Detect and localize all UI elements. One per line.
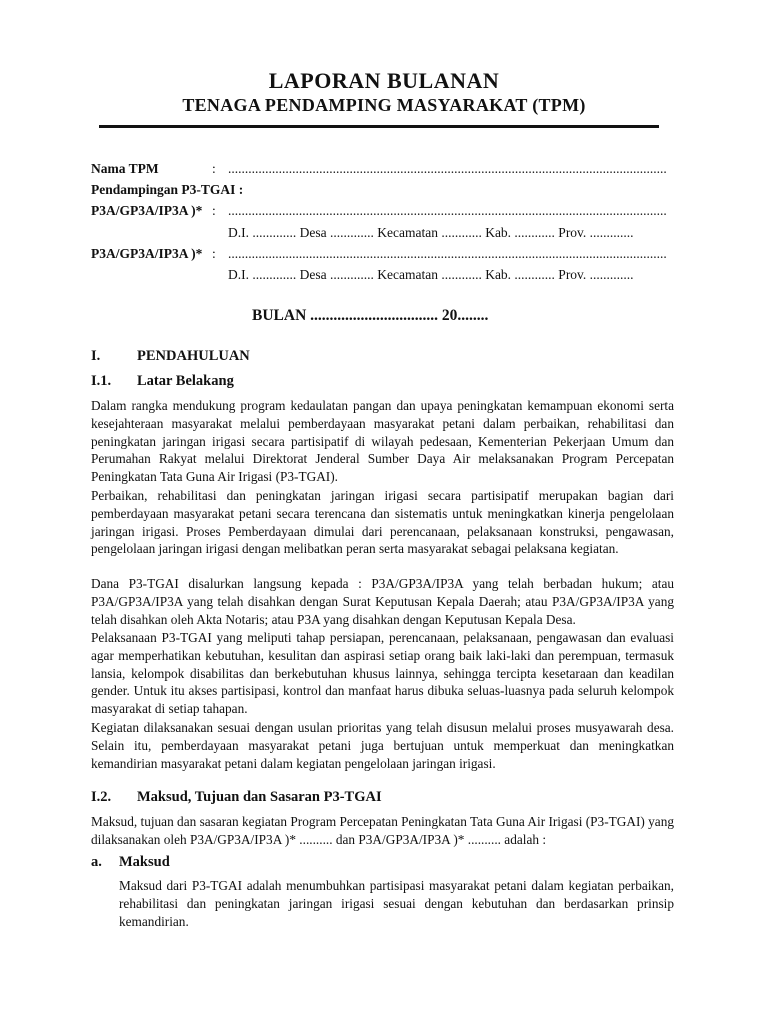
report-subtitle: TENAGA PENDAMPING MASYARAKAT (TPM) [182, 95, 586, 115]
list-item-marker: a. [91, 854, 102, 870]
section-number: I. [91, 348, 101, 364]
paragraph: Dalam rangka mendukung program kedaulatan pangan dan upaya peningkatan kemampuan ekonomi serta kesejahteraan masyarakat melalui pemberdayaan masyarakat petani dalam perbaikan, rehabilitasi dan peningkatan jaringan irigasi secara partisipatif di wilayah pedesaan, Kementerian Pekerjaan Umum dan Perumahan Rakyat melalui Direktorat Jenderal Sumber Daya Air melaksanakan Program Percepatan Peningkatan Tata Guna Air Irigasi (P3-TGAI). [91, 398, 674, 485]
section-title: PENDAHULUAN [137, 348, 250, 364]
p3a-label-1: P3A/GP3A/IP3A )* [91, 203, 203, 218]
subsection-number: I.2. [91, 789, 112, 805]
paragraph: Maksud dari P3-TGAI adalah menumbuhkan partisipasi masyarakat petani dalam kegiatan perbaikan, rehabilitasi dan peningkatan jaringan irigasi sesuai dengan kebutuhan dan berdasarkan prinsip kemandirian. [119, 878, 674, 929]
list-item-title: Maksud [119, 854, 170, 870]
bulan-line: BULAN ................................. 20........ [252, 307, 489, 324]
p3a-field-1: .................................................................................................................................. [228, 203, 667, 218]
paragraph: Maksud, tujuan dan sasaran kegiatan Program Percepatan Peningkatan Tata Guna Air Irigasi (P3-TGAI) yang dilaksanakan oleh P3A/GP3A/IP3A )* .......... dan P3A/GP3A/IP3A )* .......... adalah : [91, 814, 674, 847]
p3a-field-2: .................................................................................................................................. [228, 246, 667, 261]
p3a-colon-2: : [212, 246, 216, 261]
report-title: LAPORAN BULANAN [268, 68, 500, 93]
nama-tpm-field: .................................................................................................................................. [228, 161, 667, 176]
paragraph: Kegiatan dilaksanakan sesuai dengan usulan prioritas yang telah disusun melalui proses musyawarah desa. Selain itu, pemberdayaan masyarakat petani juga bertujuan untuk memperkuat dan meningkatkan kemandirian masyarakat petani dalam kegiatan pengelolaan jaringan irigasi. [91, 720, 674, 771]
subsection-title: Latar Belakang [137, 373, 234, 389]
subsection-number: I.1. [91, 373, 112, 389]
p3a-colon-1: : [212, 203, 216, 218]
p3a-label-2: P3A/GP3A/IP3A )* [91, 246, 203, 261]
pendampingan-label: Pendampingan P3-TGAI : [91, 182, 244, 197]
nama-tpm-colon: : [212, 161, 216, 176]
subsection-title: Maksud, Tujuan dan Sasaran P3-TGAI [137, 789, 382, 805]
nama-tpm-label: Nama TPM [91, 161, 159, 176]
paragraph: Perbaikan, rehabilitasi dan peningkatan jaringan irigasi secara partisipatif merupakan bagian dari pemberdayaan masyarakat petani secara terencana dan sistematis untuk meningkatkan kinerja pengelolaan jaringan irigasi. Proses Pemberdayaan dimulai dari perencanaan, pelaksanaan konstruksi, pengawasan, pengelolaan jaringan irigasi dengan melibatkan peran serta masyarakat sebagai pelaksana kegiatan. [91, 488, 674, 557]
paragraph: Pelaksanaan P3-TGAI yang meliputi tahap persiapan, perencanaan, pelaksanaan, pengawasan dan evaluasi agar memperhatikan kebutuhan, kesulitan dan aspirasi setiap orang baik laki-laki dan perempuan, termasuk lansia, kelompok disabilitas dan berkebutuhan khusus lainnya, sehingga tercipta kesetaraan dan keadilan gender. Untuk itu akses partisipasi, kontrol dan manfaat harus dibuka seluas-luasnya pada seluruh kelompok masyarakat di setiap tahapan. [91, 630, 674, 717]
di-line-2: D.I. ............. Desa ............. Kecamatan ............ Kab. ............ Prov. ............. [228, 267, 634, 282]
title-divider [99, 125, 659, 128]
di-line-1: D.I. ............. Desa ............. Kecamatan ............ Kab. ............ Prov. ............. [228, 225, 634, 240]
paragraph: Dana P3-TGAI disalurkan langsung kepada : P3A/GP3A/IP3A yang telah berbadan hukum; atau P3A/GP3A/IP3A yang telah disahkan dengan Surat Keputusan Kepala Daerah; atau P3A/GP3A/IP3A yang telah disahkan oleh Akta Notaris; atau P3A yang disahkan dengan Keputusan Kepala Desa. [91, 576, 674, 627]
